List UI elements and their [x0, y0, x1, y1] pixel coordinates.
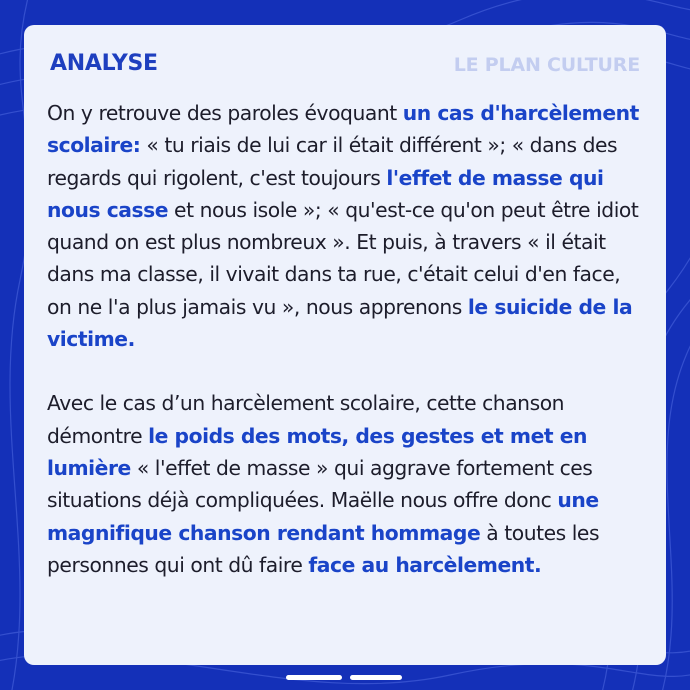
highlight-hommage: une magnifique chanson rendant hommage	[47, 488, 599, 545]
text-segment: Avec le cas d’un harcèlement scolaire, cette chanson démontre	[47, 391, 565, 448]
text-segment: On y retrouve des paroles évoquant	[47, 101, 403, 125]
content-card	[24, 25, 666, 665]
page-indicator-2[interactable]	[350, 675, 402, 680]
paragraph-lyrics	[47, 97, 647, 355]
section-label: ANALYSE	[50, 51, 158, 76]
brand-label: LE PLAN CULTURE	[453, 54, 640, 76]
highlight-suicide: le suicide de la victime.	[47, 294, 633, 352]
text-segment: et nous isole »; « qu'est-ce qu'on peut être idiot quand on est plus nombreux ». Et puis, à travers « il était dans ma classe, il vivait dans ta rue, c'était celui d'en face, on ne l'a plus jamais vu », nous apprenons	[47, 197, 639, 319]
text-segment: « l'effet de masse » qui aggrave fortement ces situations déjà compliquées. Maëlle nous offre donc	[47, 455, 593, 513]
text-segment: à toutes les personnes qui ont dû faire	[47, 520, 600, 577]
text-segment: « tu riais de lui car il était différent »; « dans des regards qui rigolent, c'est toujours	[47, 133, 618, 190]
highlight-face-au-harcelement: face au harcèlement.	[308, 552, 542, 577]
highlight-poids-des-mots: le poids des mots, des gestes et met en lumière	[47, 423, 588, 480]
page-indicator-1[interactable]	[286, 675, 342, 680]
highlight-effet-de-masse: l'effet de masse qui nous casse	[47, 165, 604, 222]
paragraph-conclusion	[47, 387, 647, 581]
highlight-harcelement: un cas d'harcèlement scolaire:	[47, 101, 639, 158]
analysis-text	[47, 97, 647, 581]
